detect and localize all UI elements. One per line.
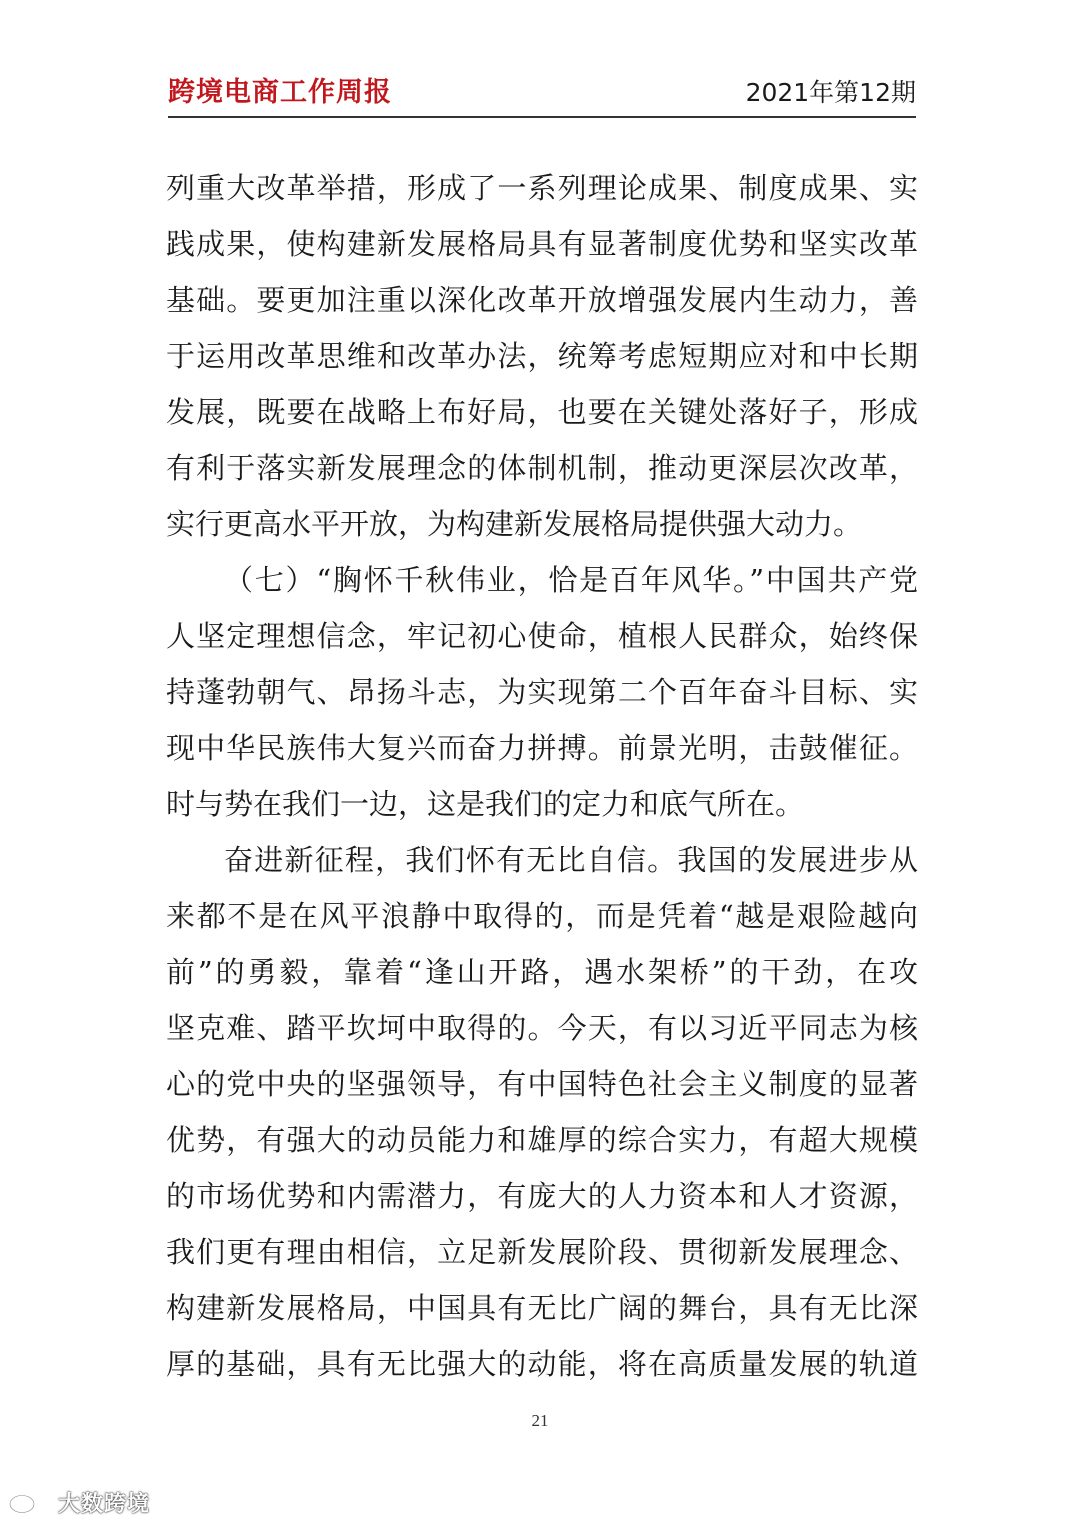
text-line: 时与势在我们一边，这是我们的定力和底气所在。 — [166, 787, 805, 821]
text-line: 我们更有理由相信，立足新发展阶段、贯彻新发展理念、 — [166, 1235, 918, 1269]
body-text — [166, 160, 918, 1392]
text-line: 心的党中央的坚强领导，有中国特色社会主义制度的显著 — [166, 1067, 918, 1101]
text-line: 实行更高水平开放，为构建新发展格局提供强大动力。 — [166, 507, 863, 541]
watermark — [8, 1487, 150, 1517]
publication-title: 跨境电商工作周报 — [168, 77, 392, 108]
paragraph-start-line: （七）“胸怀千秋伟业，恰是百年风华。”中国共产党 — [224, 563, 918, 597]
text-line: 构建新发展格局，中国具有无比广阔的舞台，具有无比深 — [166, 1291, 918, 1325]
text-line: 来都不是在风平浪静中取得的，而是凭着“越是艰险越向 — [166, 899, 918, 933]
text-line: 前”的勇毅，靠着“逢山开路，遇水架桥”的干劲，在攻 — [166, 955, 918, 989]
text-line: 基础。要更加注重以深化改革开放增强发展内生动力，善 — [166, 283, 918, 317]
text-line: 人坚定理想信念，牢记初心使命，植根人民群众，始终保 — [166, 619, 918, 653]
text-line: 的市场优势和内需潜力，有庞大的人力资本和人才资源， — [166, 1179, 918, 1213]
text-line: 现中华民族伟大复兴而奋力拼搏。前景光明，击鼓催征。 — [166, 731, 918, 765]
paragraph-start-line: 奋进新征程，我们怀有无比自信。我国的发展进步从 — [224, 843, 918, 877]
watermark-text: 大数跨境 — [58, 1491, 151, 1517]
text-line: 厚的基础，具有无比强大的动能，将在高质量发展的轨道 — [166, 1347, 918, 1381]
text-line: 列重大改革举措，形成了一系列理论成果、制度成果、实 — [166, 171, 918, 205]
text-line: 践成果，使构建新发展格局具有显著制度优势和坚实改革 — [166, 227, 918, 261]
text-line: 坚克难、踏平坎坷中取得的。今天，有以习近平同志为核 — [166, 1011, 918, 1045]
text-line: 有利于落实新发展理念的体制机制，推动更深层次改革， — [166, 451, 918, 485]
text-line: 优势，有强大的动员能力和雄厚的综合实力，有超大规模 — [166, 1123, 918, 1157]
page-header — [168, 76, 916, 118]
page-number: 21 — [531, 1411, 549, 1430]
text-line: 发展，既要在战略上布好局，也要在关键处落好子，形成 — [166, 395, 918, 429]
issue-number: 2021年第12期 — [745, 78, 916, 107]
text-line: 于运用改革思维和改革办法，统筹考虑短期应对和中长期 — [166, 339, 918, 373]
text-line: 持蓬勃朝气、昂扬斗志，为实现第二个百年奋斗目标、实 — [166, 675, 918, 709]
weibo-logo-icon — [8, 1489, 52, 1515]
